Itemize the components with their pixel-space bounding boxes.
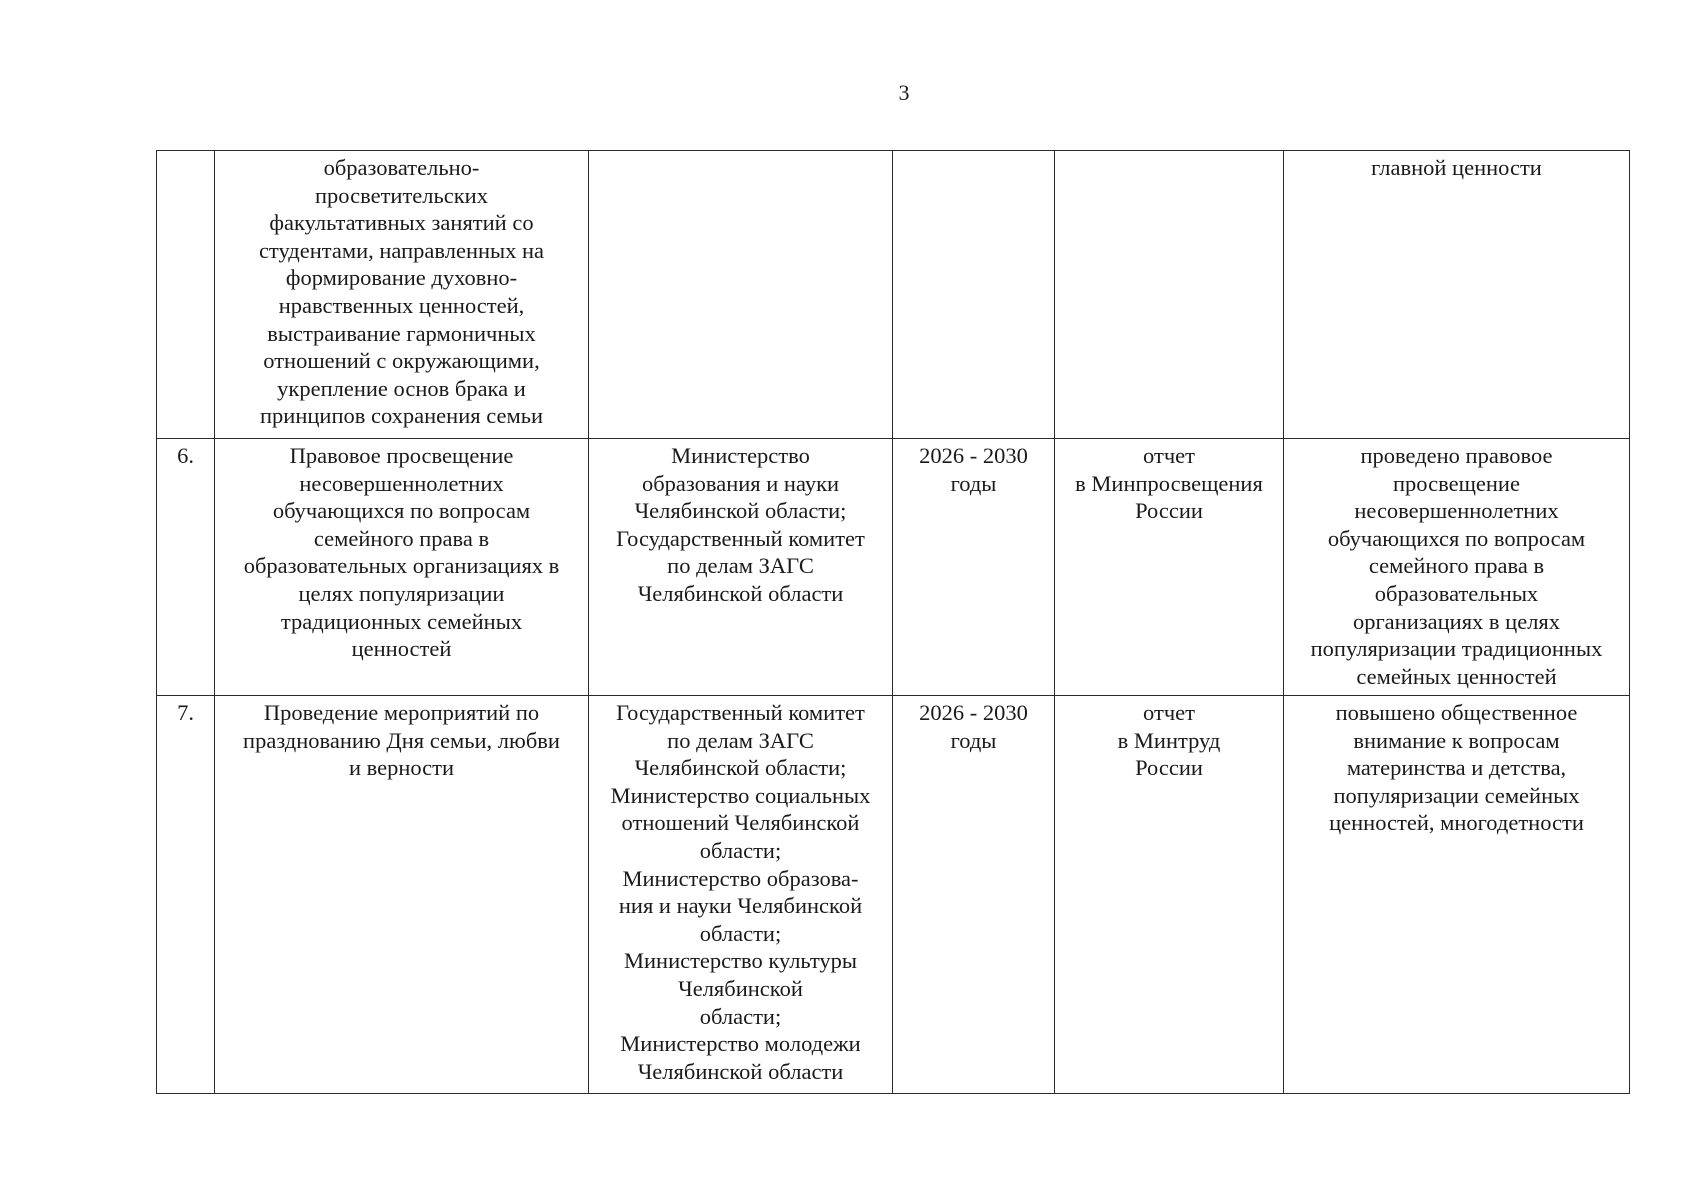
term-cell — [893, 151, 1055, 439]
result-cell: проведено правовое просвещение несовершеннолетних обучающихся по вопросам семейного права в образовательных организациях в целях популяризации традиционных семейных ценностей — [1284, 439, 1630, 696]
executors-cell: Государственный комитет по делам ЗАГС Челябинской области; Министерство социальных отношений Челябинской области; Министерство образова- ния и науки Челябинской области; Министерство культуры Челябинской области; Министерство молодежи Челябинской области — [589, 696, 893, 1094]
table-row — [157, 439, 1630, 696]
executors-cell — [589, 151, 893, 439]
activity-cell: Правовое просвещение несовершеннолетних обучающихся по вопросам семейного права в образовательных организациях в целях популяризации традиционных семейных ценностей — [215, 439, 589, 696]
report-cell: отчет в Минтруд России — [1055, 696, 1284, 1094]
row-number-cell — [157, 151, 215, 439]
term-cell: 2026 - 2030 годы — [893, 696, 1055, 1094]
report-cell — [1055, 151, 1284, 439]
result-cell: повышено общественное внимание к вопросам материнства и детства, популяризации семейных ценностей, многодетности — [1284, 696, 1630, 1094]
executors-cell: Министерство образования и науки Челябинской области; Государственный комитет по делам ЗАГС Челябинской области — [589, 439, 893, 696]
term-cell: 2026 - 2030 годы — [893, 439, 1055, 696]
report-cell: отчет в Минпросвещения России — [1055, 439, 1284, 696]
result-cell: главной ценности — [1284, 151, 1630, 439]
row-number-cell: 6. — [157, 439, 215, 696]
page-number: 3 — [898, 80, 910, 105]
activity-cell: Проведение мероприятий по празднованию Дня семьи, любви и верности — [215, 696, 589, 1094]
activity-cell: образовательно- просветительских факультативных занятий со студентами, направленных на формирование духовно- нравственных ценностей, выстраивание гармоничных отношений с окружающими, укрепление основ брака и принципов сохранения семьи — [215, 151, 589, 439]
measures-table — [156, 150, 1630, 1094]
table-row — [157, 151, 1630, 439]
row-number-cell: 7. — [157, 696, 215, 1094]
table-row — [157, 696, 1630, 1094]
